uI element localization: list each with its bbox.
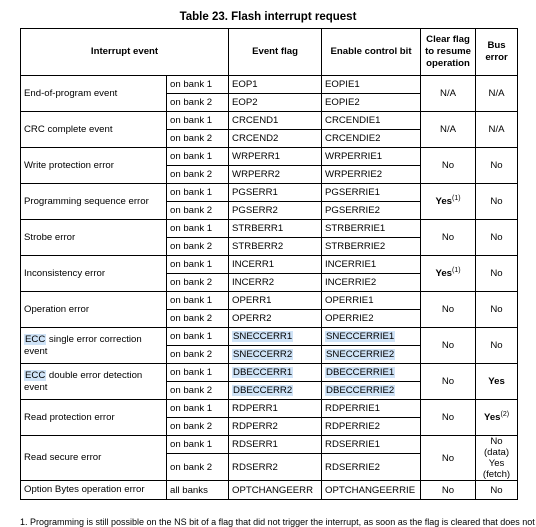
enable-cell: OPERRIE1 xyxy=(322,292,421,310)
clear-cell: No xyxy=(421,481,476,500)
header-enable-control-bit: Enable control bit xyxy=(322,29,421,76)
event-cell: CRC complete event xyxy=(21,112,167,148)
enable-cell: INCERRIE2 xyxy=(322,274,421,292)
flag-cell: WRPERR2 xyxy=(229,166,322,184)
enable-cell: PGSERRIE2 xyxy=(322,202,421,220)
event-cell xyxy=(21,328,167,364)
flag-cell: INCERR1 xyxy=(229,256,322,274)
bank-cell: on bank 2 xyxy=(167,418,229,436)
flag-cell: RDPERR2 xyxy=(229,418,322,436)
clear-value: Yes xyxy=(435,196,452,208)
enable-value: DBECCERRIE2 xyxy=(326,385,395,396)
bank-cell: on bank 2 xyxy=(167,274,229,292)
flag-value: SNECCERR2 xyxy=(233,349,293,360)
enable-cell: RDSERRIE1 xyxy=(322,436,421,454)
event-text: single error correction event xyxy=(24,333,142,357)
flag-cell: WRPERR1 xyxy=(229,148,322,166)
bus-cell: No xyxy=(476,481,518,500)
flag-value: SNECCERR1 xyxy=(233,331,293,342)
flag-value: DBECCERR1 xyxy=(233,367,293,378)
flag-cell: OPTCHANGEERR xyxy=(229,481,322,500)
flag-cell xyxy=(229,364,322,382)
clear-cell: No xyxy=(421,400,476,436)
clear-cell xyxy=(421,256,476,292)
bus-cell: No xyxy=(476,328,518,364)
enable-cell: STRBERRIE1 xyxy=(322,220,421,238)
enable-cell: WRPERRIE2 xyxy=(322,166,421,184)
bank-cell: on bank 1 xyxy=(167,328,229,346)
flag-cell: STRBERR2 xyxy=(229,238,322,256)
event-cell: Option Bytes operation error xyxy=(21,481,167,500)
flash-interrupt-table xyxy=(20,28,518,500)
event-text: double error detection event xyxy=(24,369,143,393)
enable-cell: RDSERRIE2 xyxy=(322,454,421,481)
clear-cell: No xyxy=(421,436,476,481)
bus-cell: No xyxy=(476,256,518,292)
enable-cell: EOPIE1 xyxy=(322,76,421,94)
bank-cell: on bank 1 xyxy=(167,400,229,418)
bank-cell: on bank 1 xyxy=(167,184,229,202)
enable-cell: PGSERRIE1 xyxy=(322,184,421,202)
flag-cell: STRBERR1 xyxy=(229,220,322,238)
bank-cell: on bank 1 xyxy=(167,112,229,130)
flag-cell: CRCEND1 xyxy=(229,112,322,130)
flag-value: DBECCERR2 xyxy=(233,385,293,396)
flag-cell: RDSERR2 xyxy=(229,454,322,481)
bank-cell: all banks xyxy=(167,481,229,500)
header-event-flag: Event flag xyxy=(229,29,322,76)
enable-cell: INCERRIE1 xyxy=(322,256,421,274)
flag-cell: OPERR1 xyxy=(229,292,322,310)
flag-cell: CRCEND2 xyxy=(229,130,322,148)
flag-cell: PGSERR2 xyxy=(229,202,322,220)
enable-cell: OPERRIE2 xyxy=(322,310,421,328)
event-cell: Programming sequence error xyxy=(21,184,167,220)
enable-cell: EOPIE2 xyxy=(322,94,421,112)
footnote-ref: (1) xyxy=(452,195,461,203)
table-title: Table 23. Flash interrupt request xyxy=(179,11,357,23)
bank-cell: on bank 1 xyxy=(167,76,229,94)
bus-cell xyxy=(476,400,518,436)
enable-cell: STRBERRIE2 xyxy=(322,238,421,256)
bus-cell: N/A xyxy=(476,112,518,148)
clear-cell: N/A xyxy=(421,76,476,112)
flag-cell xyxy=(229,382,322,400)
event-cell: Write protection error xyxy=(21,148,167,184)
bank-cell: on bank 2 xyxy=(167,202,229,220)
bus-cell: No xyxy=(476,292,518,328)
flag-cell xyxy=(229,346,322,364)
enable-value: SNECCERRIE2 xyxy=(326,349,395,360)
enable-cell: OPTCHANGEERRIE xyxy=(322,481,421,500)
enable-value: SNECCERRIE1 xyxy=(326,331,395,342)
event-cell: Operation error xyxy=(21,292,167,328)
flag-cell: EOP2 xyxy=(229,94,322,112)
bank-cell: on bank 2 xyxy=(167,310,229,328)
bus-cell: No xyxy=(476,184,518,220)
enable-cell: CRCENDIE2 xyxy=(322,130,421,148)
enable-cell: RDPERRIE2 xyxy=(322,418,421,436)
flag-cell: INCERR2 xyxy=(229,274,322,292)
header-bus-error: Bus error xyxy=(476,29,518,76)
flag-cell: EOP1 xyxy=(229,76,322,94)
bank-cell: on bank 2 xyxy=(167,382,229,400)
footnote-ref: (1) xyxy=(452,267,461,275)
enable-value: DBECCERRIE1 xyxy=(326,367,395,378)
header-clear-flag: Clear flag to resume operation xyxy=(421,29,476,76)
event-cell: Read secure error xyxy=(21,436,167,481)
header-interrupt-event: Interrupt event xyxy=(21,29,229,76)
flag-cell xyxy=(229,328,322,346)
bus-value: Yes xyxy=(483,412,501,424)
clear-cell: No xyxy=(421,292,476,328)
bank-cell: on bank 2 xyxy=(167,94,229,112)
clear-cell: No xyxy=(421,148,476,184)
clear-cell xyxy=(421,184,476,220)
enable-cell xyxy=(322,382,421,400)
clear-cell: No xyxy=(421,220,476,256)
bank-cell: on bank 1 xyxy=(167,220,229,238)
bank-cell: on bank 1 xyxy=(167,292,229,310)
clear-value: Yes xyxy=(435,268,452,280)
enable-cell: CRCENDIE1 xyxy=(322,112,421,130)
flag-cell: RDSERR1 xyxy=(229,436,322,454)
bus-cell: Yes xyxy=(476,364,518,400)
bus-cell: N/A xyxy=(476,76,518,112)
bank-cell: on bank 1 xyxy=(167,436,229,454)
event-cell xyxy=(21,364,167,400)
enable-cell: RDPERRIE1 xyxy=(322,400,421,418)
bank-cell: on bank 1 xyxy=(167,364,229,382)
event-cell: End-of-program event xyxy=(21,76,167,112)
flag-cell: RDPERR1 xyxy=(229,400,322,418)
footnote: 1. Programming is still possible on the NS bit of a flag that did not trigger the interrupt, as soon as the flag is cleared that does not xyxy=(20,517,535,527)
clear-cell: No xyxy=(421,364,476,400)
bank-cell: on bank 2 xyxy=(167,346,229,364)
clear-cell: N/A xyxy=(421,112,476,148)
bus-cell: No xyxy=(476,220,518,256)
bank-cell: on bank 2 xyxy=(167,454,229,481)
event-cell: Read protection error xyxy=(21,400,167,436)
bus-cell: No xyxy=(476,148,518,184)
ecc-prefix: ECC xyxy=(25,333,46,345)
enable-cell xyxy=(322,364,421,382)
bus-cell: No (data) Yes (fetch) xyxy=(476,436,518,481)
ecc-prefix: ECC xyxy=(25,369,46,381)
flag-cell: OPERR2 xyxy=(229,310,322,328)
enable-cell xyxy=(322,346,421,364)
flag-cell: PGSERR1 xyxy=(229,184,322,202)
event-cell: Strobe error xyxy=(21,220,167,256)
bank-cell: on bank 1 xyxy=(167,148,229,166)
event-cell: Inconsistency error xyxy=(21,256,167,292)
footnote-ref: (2) xyxy=(500,411,510,419)
bank-cell: on bank 2 xyxy=(167,130,229,148)
bank-cell: on bank 2 xyxy=(167,238,229,256)
enable-cell xyxy=(322,328,421,346)
bank-cell: on bank 1 xyxy=(167,256,229,274)
enable-cell: WRPERRIE1 xyxy=(322,148,421,166)
clear-cell: No xyxy=(421,328,476,364)
bank-cell: on bank 2 xyxy=(167,166,229,184)
